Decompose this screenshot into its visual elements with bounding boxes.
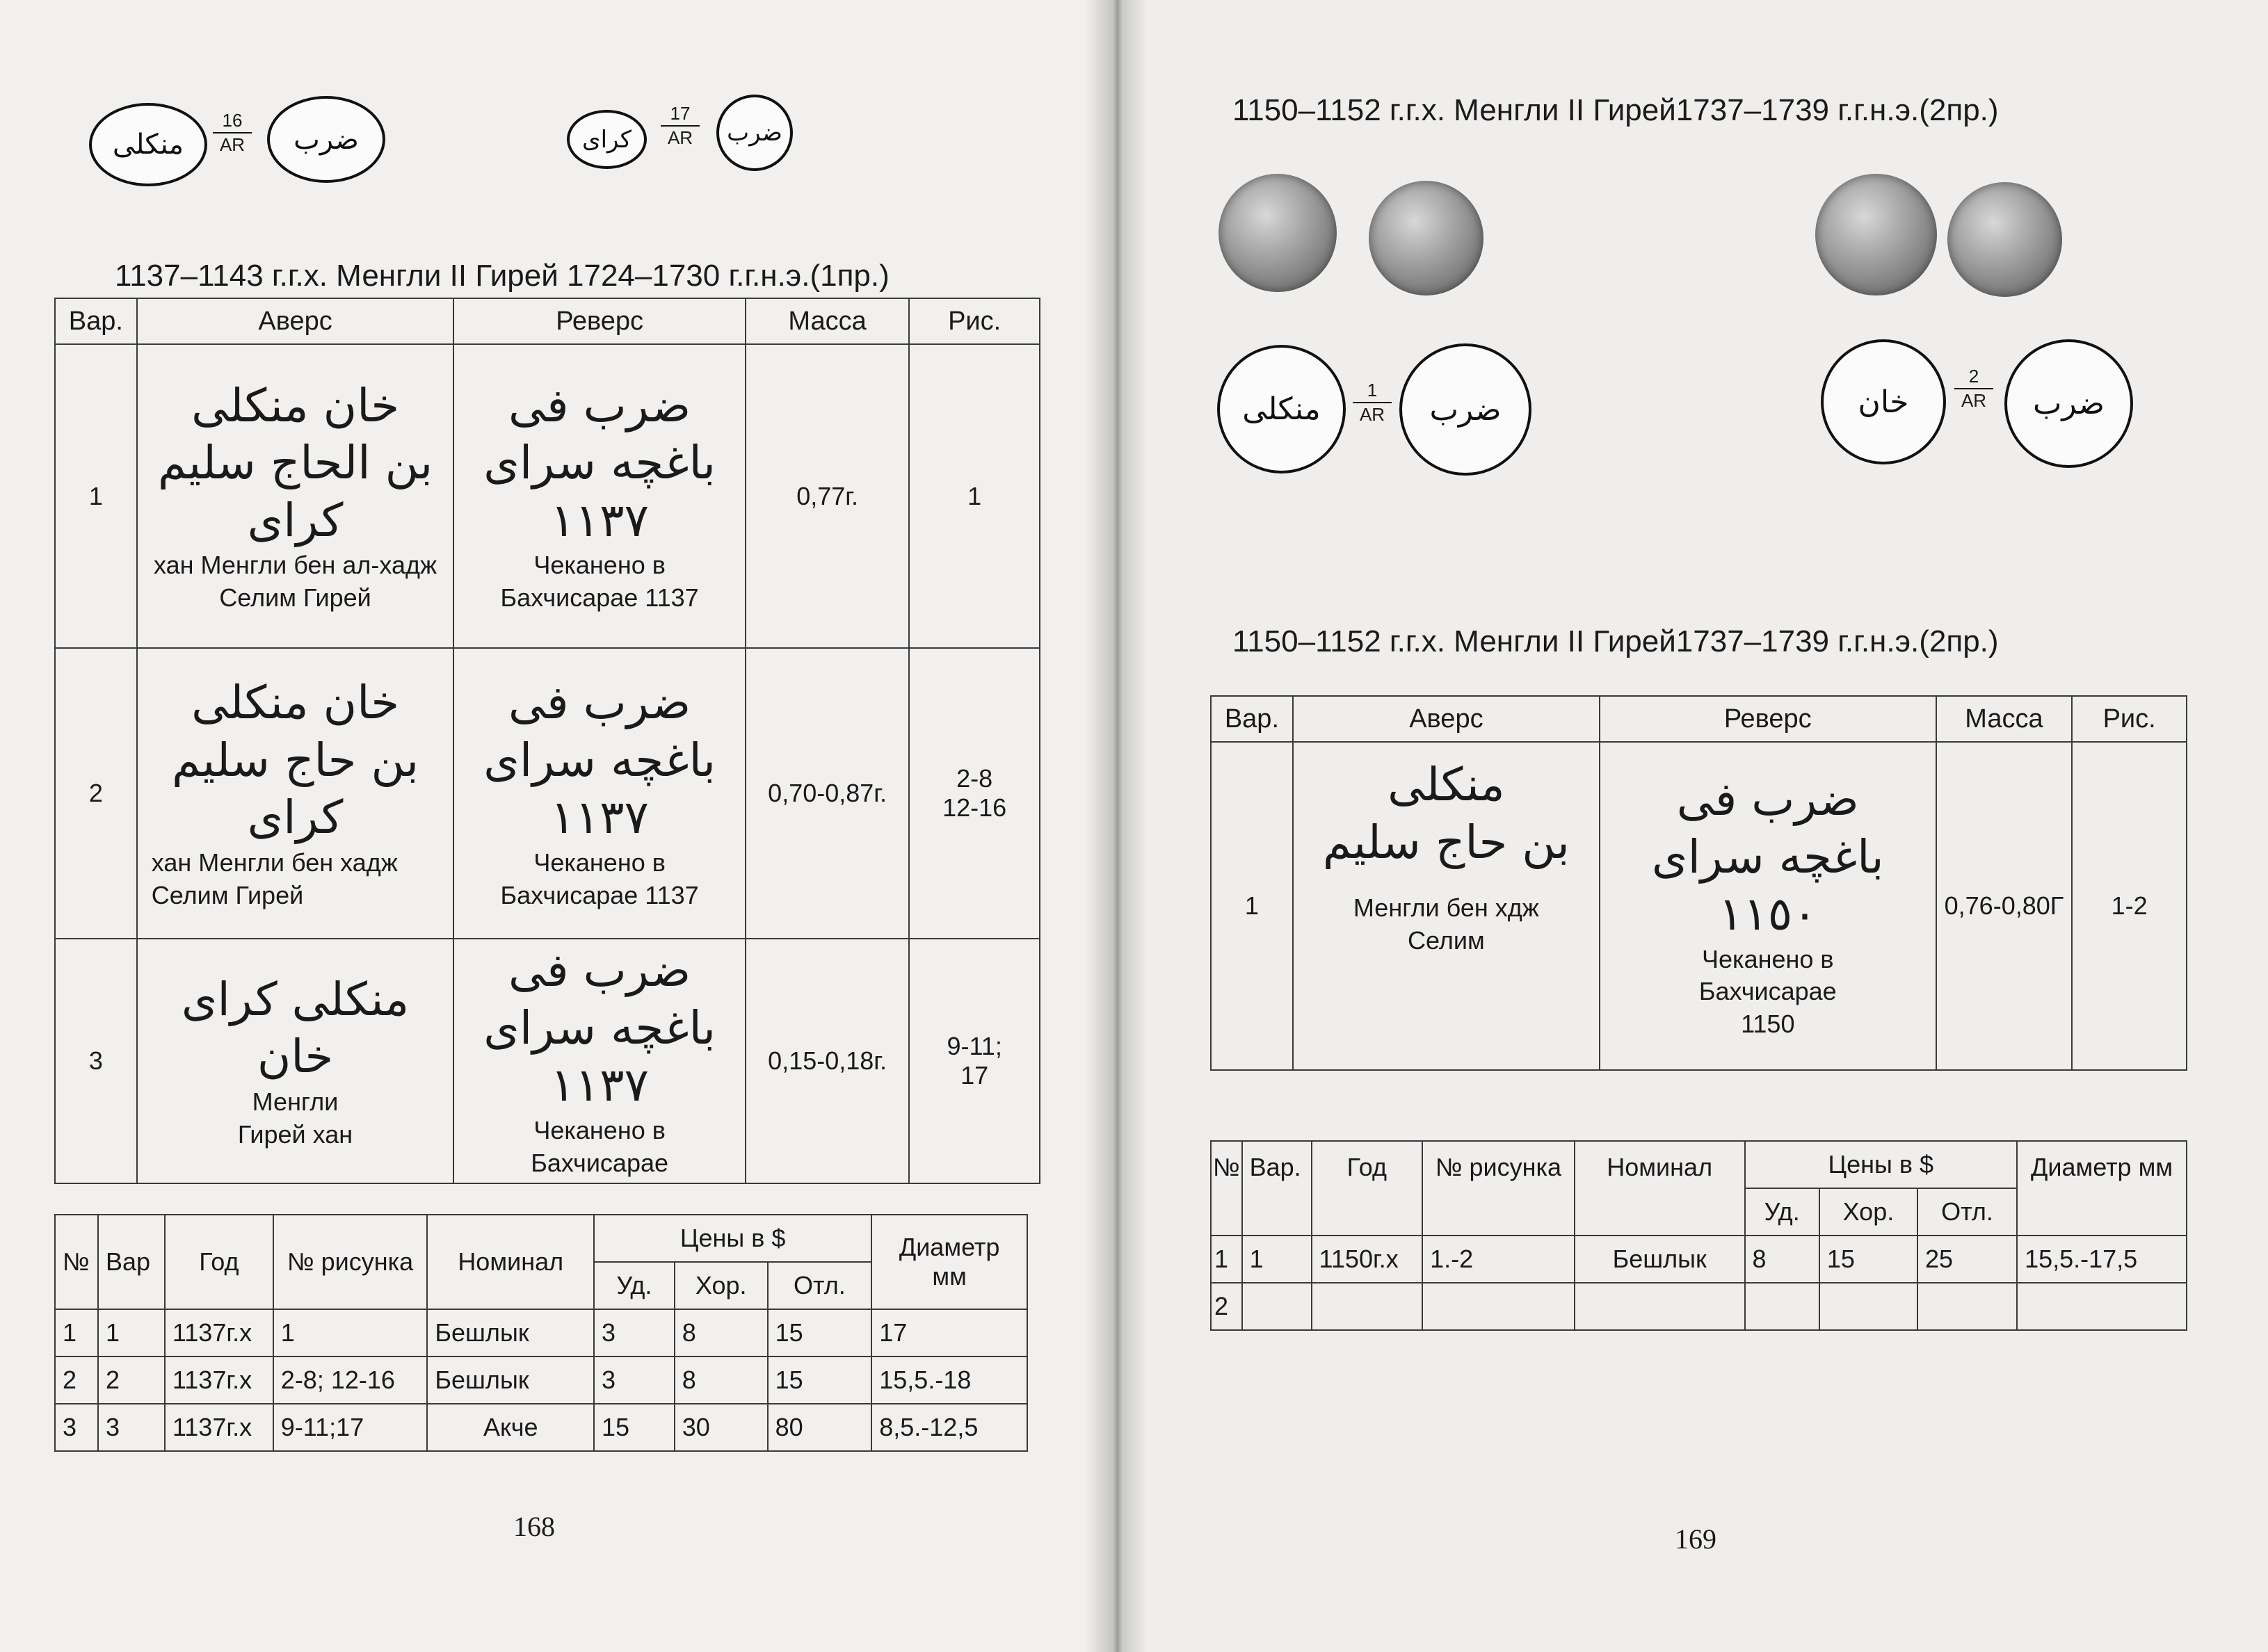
coin-1-label: [1353, 381, 1392, 425]
cell-no: 1: [55, 1309, 98, 1357]
price-table: [1210, 1140, 2187, 1331]
revers-arabic-line: ضرب فى: [1676, 772, 1859, 827]
coin-variants-table: [54, 298, 1040, 1184]
cell-fig: 1: [273, 1309, 428, 1357]
header-no: №: [55, 1215, 98, 1309]
avers-translation: хан Менгли бен ал-хадж Селим Гирей: [153, 551, 437, 613]
coin-16-label: [213, 111, 252, 155]
header-hor: Хор.: [675, 1262, 768, 1309]
page-number: 168: [513, 1511, 555, 1542]
cell-var: 2: [98, 1357, 165, 1404]
table-row: [55, 1404, 1027, 1451]
cell-hor: 15: [1819, 1236, 1917, 1283]
header-avers: Аверс: [137, 298, 454, 344]
header-year: Год: [165, 1215, 273, 1309]
book-gutter: [1085, 0, 1148, 1652]
cell-denomination: Бешлык: [427, 1309, 594, 1357]
cell-hor: [1819, 1283, 1917, 1330]
avers-arabic-line: خان: [257, 1030, 334, 1084]
header-otl: Отл.: [768, 1262, 872, 1309]
price-table: [54, 1214, 1028, 1452]
header-fig: № рисунка: [273, 1215, 428, 1309]
avers-arabic-line: منكلى كراى: [181, 972, 410, 1026]
cell-ud: 8: [1745, 1236, 1819, 1283]
header-var: Вар: [98, 1215, 165, 1309]
coin-16-number: 16: [222, 110, 243, 131]
header-var: Вар.: [1242, 1141, 1312, 1236]
coin-2-metal: AR: [1954, 388, 1993, 410]
cell-diameter: 17: [871, 1309, 1027, 1357]
cell-denomination: Акче: [427, 1404, 594, 1451]
page-number: 169: [1675, 1523, 1716, 1555]
coin-2-label: [1954, 367, 1993, 411]
header-otl: Отл.: [1917, 1188, 2017, 1236]
header-year: Год: [1312, 1141, 1423, 1236]
cell-denomination: Бешлык: [1575, 1236, 1745, 1283]
cell-var: 3: [98, 1404, 165, 1451]
avers-arabic-line: منكلى: [1388, 758, 1505, 811]
cell-var: 1: [1211, 742, 1293, 1070]
cell-fig: 9-11;17: [273, 1404, 428, 1451]
coin-17-obverse-drawing: ﻛﺮﺍﻯ: [567, 110, 647, 169]
table-row: [1211, 1236, 2187, 1283]
cell-ud: 3: [594, 1357, 675, 1404]
cell-denomination: Бешлык: [427, 1357, 594, 1404]
cell-avers: [137, 648, 454, 939]
header-ud: Уд.: [594, 1262, 675, 1309]
header-diameter: Диаметр мм: [2017, 1141, 2187, 1236]
coin-1-obverse-photo: [1219, 174, 1337, 292]
coin-16-metal: AR: [213, 132, 252, 154]
header-revers: Реверс: [453, 298, 746, 344]
cell-ud: 15: [594, 1404, 675, 1451]
revers-translation: Чеканено в Бахчисарае 1137: [500, 848, 699, 909]
header-prices: Цены в $: [1745, 1141, 2018, 1188]
cell-hor: 8: [675, 1357, 768, 1404]
revers-arabic-line: باغچه سراى: [483, 1001, 716, 1055]
cell-fig: 1: [909, 344, 1040, 648]
header-fig: № рисунка: [1422, 1141, 1575, 1236]
header-fig: Рис.: [2072, 696, 2187, 742]
coin-2-obverse-photo: [1815, 174, 1937, 295]
cell-otl: 15: [768, 1357, 872, 1404]
avers-arabic-line: بن حاج سليم: [1322, 815, 1570, 869]
coin-16-obverse-drawing: ﻣﻨﻜﻠﻰ: [89, 103, 207, 186]
page-title: 1150–1152 г.г.х. Менгли II Гирей1737–1739 г.г.н.э.(2пр.): [1232, 624, 1999, 658]
coin-17-label: [661, 104, 700, 148]
revers-translation: Чеканено в Бахчисарае 1137: [500, 551, 699, 613]
revers-arabic-line: ضرب فى: [508, 944, 691, 998]
header-revers: Реверс: [1600, 696, 1936, 742]
cell-otl: 80: [768, 1404, 872, 1451]
cell-diameter: 15,5.-18: [871, 1357, 1027, 1404]
cell-mass: 0,15-0,18г.: [746, 939, 909, 1183]
coin-2-reverse-drawing: ﺿﺮﺏ: [2004, 339, 2133, 468]
cell-mass: 0,77г.: [746, 344, 909, 648]
header-no: №: [1211, 1141, 1242, 1236]
avers-arabic-line: بن حاج سليم كراى: [171, 733, 419, 845]
table-row: [55, 344, 1040, 648]
coin-1-reverse-photo: [1369, 181, 1483, 295]
cell-var: 1: [98, 1309, 165, 1357]
cell-diameter: 15,5.-17,5: [2017, 1236, 2187, 1283]
table-header-row: [1211, 696, 2187, 742]
cell-var: [1242, 1283, 1312, 1330]
cell-no: 1: [1211, 1236, 1242, 1283]
cell-var: 1: [55, 344, 137, 648]
coin-1-obverse-drawing: ﻣﻨﻜﻠﻰ: [1217, 345, 1346, 473]
revers-arabic-line: ١١٣٧: [550, 1058, 649, 1112]
cell-year: 1137г.х: [165, 1404, 273, 1451]
cell-no: 3: [55, 1404, 98, 1451]
header-mass: Масса: [1936, 696, 2073, 742]
cell-ud: 3: [594, 1309, 675, 1357]
cell-var: 2: [55, 648, 137, 939]
table-row: [55, 1357, 1027, 1404]
header-avers: Аверс: [1293, 696, 1600, 742]
revers-arabic-line: باغچه سراى: [1651, 829, 1884, 884]
cell-fig: 1.-2: [1422, 1236, 1575, 1283]
table-row: [55, 1309, 1027, 1357]
cell-var: 1: [1242, 1236, 1312, 1283]
header-denomination: Номинал: [427, 1215, 594, 1309]
table-row: [1211, 742, 2187, 1070]
cell-fig: 9-11; 17: [909, 939, 1040, 1183]
revers-arabic-line: ١١٣٧: [550, 791, 649, 845]
cell-mass: 0,76-0,80Г: [1936, 742, 2073, 1070]
cell-ud: [1745, 1283, 1819, 1330]
header-ud: Уд.: [1745, 1188, 1819, 1236]
header-var: Вар.: [55, 298, 137, 344]
revers-arabic-line: باغچه سراى: [483, 436, 716, 490]
revers-arabic-line: ضرب فى: [508, 378, 691, 432]
page-top-title: 1150–1152 г.г.х. Менгли II Гирей1737–1739 г.г.н.э.(2пр.): [1232, 93, 1999, 127]
cell-revers: [453, 939, 746, 1183]
header-denomination: Номинал: [1575, 1141, 1745, 1236]
avers-arabic-line: بن الحاج سليم: [157, 436, 433, 490]
coin-2-number: 2: [1968, 366, 1979, 387]
revers-arabic-line: باغچه سراى: [483, 733, 716, 787]
left-page: [0, 0, 1113, 1652]
cell-hor: 30: [675, 1404, 768, 1451]
revers-arabic-line: ضرب فى: [508, 676, 691, 730]
avers-translation: хан Менгли бен хадж Селим Гирей: [151, 848, 398, 909]
avers-arabic-line: كراى: [247, 493, 344, 547]
header-fig: Рис.: [909, 298, 1040, 344]
coin-2-obverse-drawing: ﺧﺎﻥ: [1821, 339, 1946, 464]
coin-17-reverse-drawing: ﺿﺮﺏ: [716, 95, 793, 171]
avers-arabic-line: خان منكلى: [191, 378, 399, 432]
cell-mass: 0,70-0,87г.: [746, 648, 909, 939]
cell-revers: [1600, 742, 1936, 1070]
table-row: [55, 648, 1040, 939]
cell-otl: [1917, 1283, 2017, 1330]
cell-avers: [1293, 742, 1600, 1070]
coin-16-reverse-drawing: ﺿﺮﺏ: [267, 96, 385, 183]
cell-hor: 8: [675, 1309, 768, 1357]
revers-arabic-line: ١١٣٧: [550, 493, 649, 547]
cell-year: [1312, 1283, 1423, 1330]
avers-arabic-line: خان منكلى: [191, 676, 399, 730]
right-page: [1113, 0, 2268, 1652]
cell-otl: 25: [1917, 1236, 2017, 1283]
table-row: [1211, 1283, 2187, 1330]
cell-fig: 2-8; 12-16: [273, 1357, 428, 1404]
coin-2-reverse-photo: [1947, 182, 2062, 297]
header-prices: Цены в $: [594, 1215, 871, 1262]
avers-translation: Менгли бен хдж Селим: [1353, 893, 1539, 955]
cell-diameter: 8,5.-12,5: [871, 1404, 1027, 1451]
cell-avers: [137, 939, 454, 1183]
cell-avers: [137, 344, 454, 648]
revers-translation: Чеканено в Бахчисарае: [531, 1115, 669, 1177]
cell-year: 1150г.х: [1312, 1236, 1423, 1283]
cell-fig: 2-8 12-16: [909, 648, 1040, 939]
cell-otl: 15: [768, 1309, 872, 1357]
revers-arabic-line: ١١٥٠: [1718, 887, 1817, 941]
cell-diameter: [2017, 1283, 2187, 1330]
header-mass: Масса: [746, 298, 909, 344]
revers-translation: Чеканено в Бахчисарае 1150: [1698, 944, 1837, 1039]
coin-17-number: 17: [670, 103, 691, 124]
cell-revers: [453, 344, 746, 648]
coin-17-metal: AR: [661, 125, 700, 147]
cell-fig: [1422, 1283, 1575, 1330]
cell-revers: [453, 648, 746, 939]
cell-var: 3: [55, 939, 137, 1183]
header-hor: Хор.: [1819, 1188, 1917, 1236]
avers-translation: Менгли Гирей хан: [237, 1087, 353, 1149]
coin-variants-table: [1210, 695, 2187, 1071]
cell-no: 2: [1211, 1283, 1242, 1330]
cell-year: 1137г.х: [165, 1357, 273, 1404]
header-var: Вар.: [1211, 696, 1293, 742]
header-diameter: Диаметр мм: [871, 1215, 1027, 1309]
cell-year: 1137г.х: [165, 1309, 273, 1357]
coin-1-metal: AR: [1353, 402, 1392, 424]
cell-denomination: [1575, 1283, 1745, 1330]
page-title: 1137–1143 г.г.х. Менгли II Гирей 1724–1730 г.г.н.э.(1пр.): [115, 259, 890, 293]
cell-no: 2: [55, 1357, 98, 1404]
coin-1-number: 1: [1367, 380, 1378, 400]
table-header-row: [55, 298, 1040, 344]
cell-fig: 1-2: [2072, 742, 2187, 1070]
coin-1-reverse-drawing: ﺿﺮﺏ: [1399, 343, 1531, 476]
table-row: [55, 939, 1040, 1183]
